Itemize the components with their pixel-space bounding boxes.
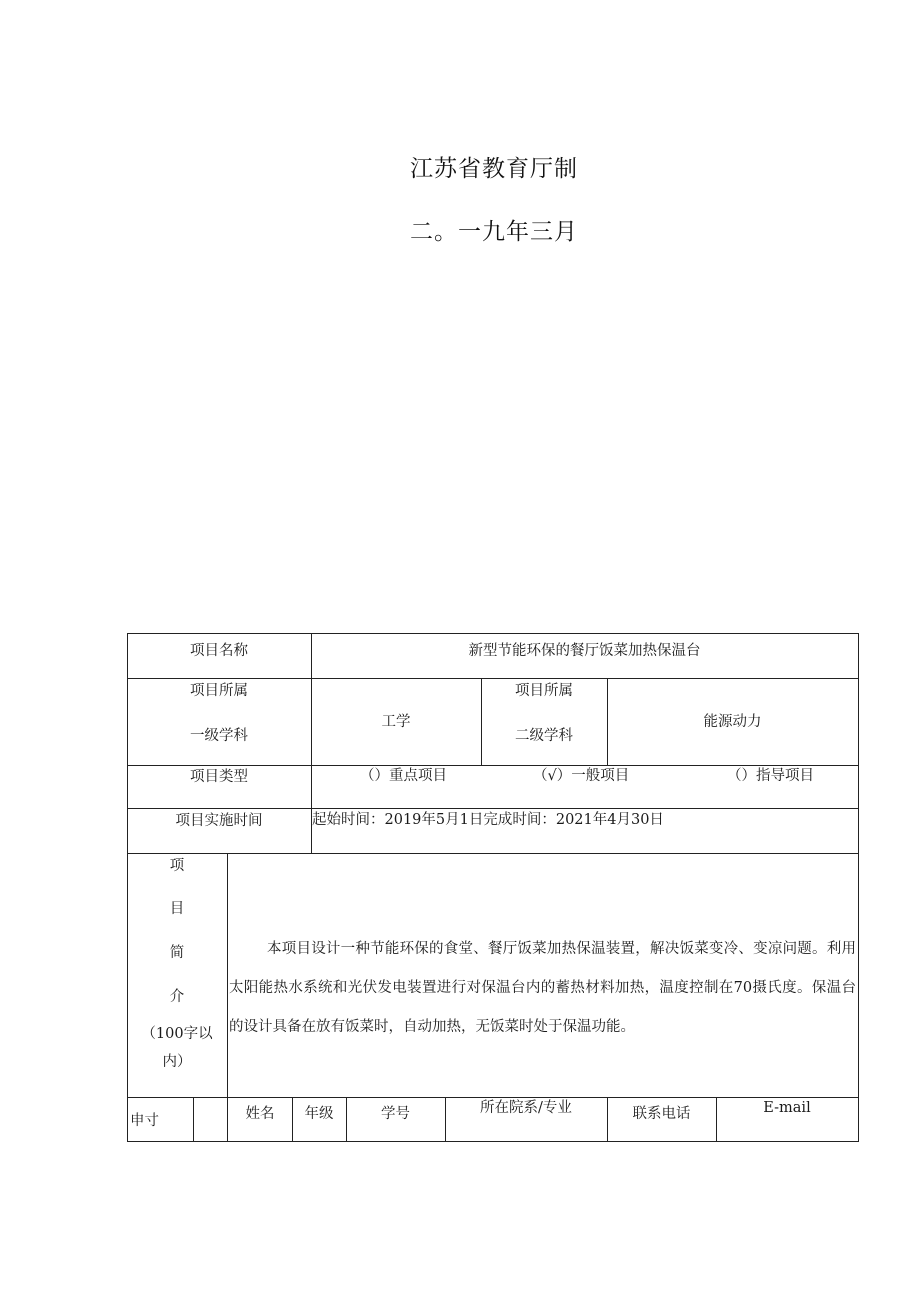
form-border-top — [127, 633, 859, 634]
level1-discipline-label-line1: 项目所属 — [190, 683, 248, 699]
level2-discipline-label-line1: 项目所属 — [515, 683, 573, 699]
cover-organization: 江苏省教育厅制 — [410, 156, 578, 182]
row-divider — [127, 853, 859, 854]
project-type-option-general[interactable] — [533, 766, 629, 786]
project-type-option-key[interactable] — [360, 766, 447, 786]
cover-date: 二。一九年三月 — [410, 219, 578, 245]
project-type-label: 项目类型 — [190, 769, 248, 785]
project-name-value: 新型节能环保的餐厅饭菜加热保温台 — [468, 643, 701, 659]
level1-discipline-label-line2: 一级学科 — [190, 728, 248, 744]
column-header-department: 所在院系/专业 — [480, 1100, 572, 1116]
project-name-label: 项目名称 — [190, 643, 248, 659]
row-divider — [127, 678, 859, 679]
option-label: 重点项目 — [389, 768, 447, 784]
project-type-option-guided[interactable] — [727, 766, 814, 786]
column-header-name: 姓名 — [245, 1106, 275, 1122]
column-divider — [193, 1097, 194, 1141]
option-label: 指导项目 — [756, 768, 814, 784]
level2-discipline-value: 能源动力 — [703, 714, 762, 730]
summary-label-char: 目 — [169, 901, 185, 917]
column-header-grade: 年级 — [304, 1106, 334, 1122]
checkbox-mark-checked: （√） — [533, 768, 572, 784]
period-value: 起始时间：2019年5月1日完成时间：2021年4月30日 — [312, 812, 664, 828]
summary-label-char: 简 — [169, 945, 185, 961]
column-header-phone: 联系电话 — [632, 1106, 691, 1122]
form-border-bottom — [127, 1141, 859, 1142]
checkbox-mark: （） — [727, 768, 756, 784]
column-header-email: E-mail — [763, 1100, 811, 1116]
summary-label-divider — [227, 853, 228, 1141]
applicant-row-label: 申寸 — [130, 1113, 159, 1129]
level2-discipline-label-line2: 二级学科 — [515, 728, 573, 744]
option-label: 一般项目 — [571, 768, 630, 784]
period-label: 项目实施时间 — [175, 813, 263, 829]
form-border-right — [858, 633, 859, 1142]
level1-discipline-value: 工学 — [381, 714, 411, 730]
summary-label-char: 介 — [169, 989, 185, 1005]
summary-label-char: 项 — [169, 858, 185, 874]
summary-label-note-line1: （100字以 — [141, 1026, 213, 1042]
checkbox-mark: （） — [360, 768, 389, 784]
column-header-student-id: 学号 — [381, 1106, 410, 1122]
row-divider — [127, 808, 859, 809]
summary-label-note-line2: 内） — [162, 1054, 192, 1070]
summary-text: 本项目设计一种节能环保的食堂、餐厅饭菜加热保温装置，解决饭菜变冷、变凉问题。利用太阳能热水系统和光伏发电装置进行对保温台内的蓄热材料加热，温度控制在70摄氏度。保温台的设计具备在放有饭菜时，自动加热，无饭菜时处于保温功能。 — [229, 941, 856, 1035]
